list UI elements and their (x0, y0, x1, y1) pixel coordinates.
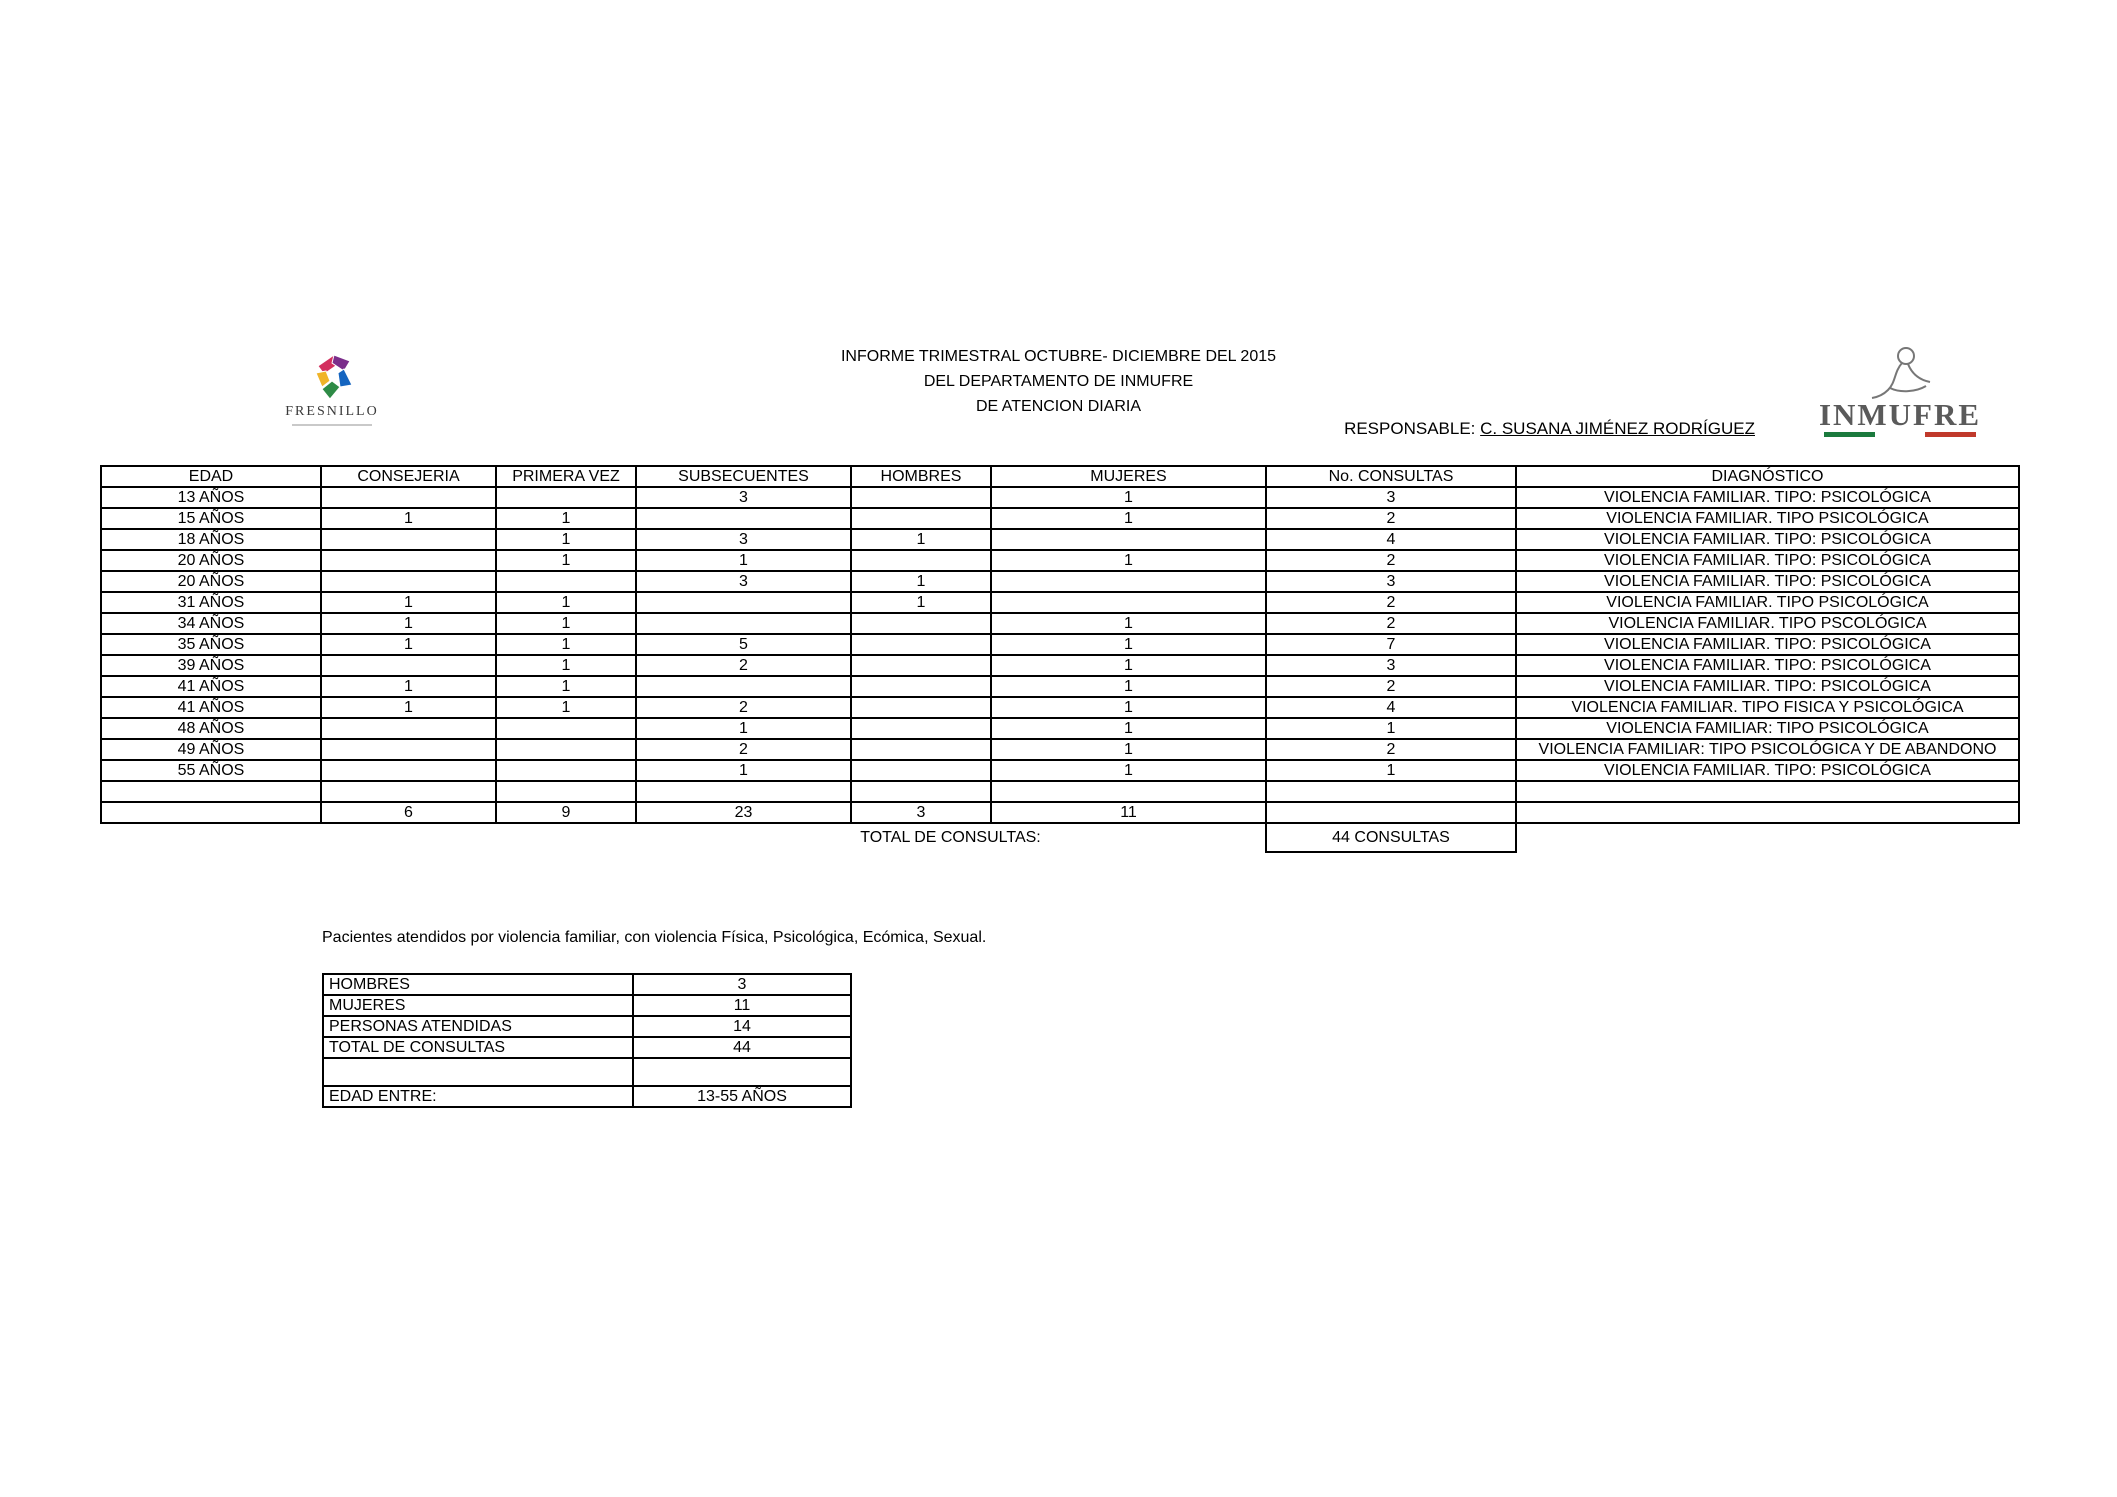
table-cell (496, 781, 636, 802)
table-row (101, 760, 2019, 781)
table-cell (321, 550, 496, 571)
table-cell: 1 (496, 613, 636, 634)
fresnillo-tagline (292, 424, 372, 426)
table-cell: 1 (636, 760, 851, 781)
table-cell: 2 (636, 697, 851, 718)
summary-table-body (323, 974, 851, 1107)
table-cell: VIOLENCIA FAMILIAR. TIPO PSICOLÓGICA (1516, 508, 2019, 529)
table-cell: 3 (636, 487, 851, 508)
table-cell (851, 760, 991, 781)
responsable-line (1344, 419, 1755, 439)
table-cell: 1 (991, 655, 1266, 676)
table-cell: 1 (991, 508, 1266, 529)
table-row (101, 739, 2019, 760)
table-cell (851, 697, 991, 718)
table-cell: 9 (496, 802, 636, 823)
spacer-cell (1516, 823, 2019, 852)
table-cell (321, 529, 496, 550)
table-cell (1516, 802, 2019, 823)
table-cell: 20 AÑOS (101, 550, 321, 571)
table-cell (321, 739, 496, 760)
table-cell (851, 550, 991, 571)
column-header: No. CONSULTAS (1266, 466, 1516, 487)
table-cell: 2 (1266, 739, 1516, 760)
table-cell: 1 (321, 592, 496, 613)
inmufre-logo (1800, 344, 2000, 437)
table-cell (321, 571, 496, 592)
table-cell: 1 (851, 529, 991, 550)
table-cell: VIOLENCIA FAMILIAR. TIPO PSCOLÓGICA (1516, 613, 2019, 634)
table-cell: 1 (991, 676, 1266, 697)
table-cell: 1 (321, 613, 496, 634)
table-cell (851, 739, 991, 760)
table-row (101, 487, 2019, 508)
table-cell: 1 (321, 697, 496, 718)
table-cell: 2 (1266, 508, 1516, 529)
table-row (101, 634, 2019, 655)
table-cell: 7 (1266, 634, 1516, 655)
table-row (101, 718, 2019, 739)
column-header: EDAD (101, 466, 321, 487)
table-cell: 1 (496, 592, 636, 613)
summary-label: EDAD ENTRE: (323, 1086, 633, 1107)
table-cell: 41 AÑOS (101, 697, 321, 718)
table-row (101, 697, 2019, 718)
table-cell (991, 592, 1266, 613)
table-cell: 15 AÑOS (101, 508, 321, 529)
column-header: CONSEJERIA (321, 466, 496, 487)
flag-white-segment (1875, 432, 1926, 437)
summary-table (322, 973, 852, 1108)
table-cell (991, 781, 1266, 802)
table-cell: 39 AÑOS (101, 655, 321, 676)
table-cell (851, 613, 991, 634)
note-text: Pacientes atendidos por violencia familiar, con violencia Física, Psicológica, Ecómica, Sexual. (322, 929, 987, 946)
summary-label: HOMBRES (323, 974, 633, 995)
table-row (101, 676, 2019, 697)
table-cell (496, 739, 636, 760)
table-cell: 18 AÑOS (101, 529, 321, 550)
table-cell: 1 (496, 529, 636, 550)
summary-row (323, 1016, 851, 1037)
table-row (101, 802, 2019, 823)
table-cell: VIOLENCIA FAMILIAR: TIPO PSICOLÓGICA (1516, 718, 2019, 739)
table-row (101, 592, 2019, 613)
table-cell: 31 AÑOS (101, 592, 321, 613)
flag-green-segment (1824, 432, 1875, 437)
table-cell: 1 (991, 739, 1266, 760)
table-cell: 1 (991, 760, 1266, 781)
summary-value: 11 (633, 995, 851, 1016)
table-cell: 2 (1266, 613, 1516, 634)
table-cell (321, 781, 496, 802)
main-table (100, 465, 2020, 853)
summary-label: MUJERES (323, 995, 633, 1016)
table-cell: VIOLENCIA FAMILIAR. TIPO PSICOLÓGICA (1516, 592, 2019, 613)
table-cell: 1 (321, 634, 496, 655)
table-cell (496, 718, 636, 739)
table-cell (496, 487, 636, 508)
spacer-cell (101, 823, 636, 852)
table-cell (636, 592, 851, 613)
table-cell (1266, 802, 1516, 823)
table-cell (101, 781, 321, 802)
table-cell: VIOLENCIA FAMILIAR. TIPO: PSICOLÓGICA (1516, 676, 2019, 697)
column-header: DIAGNÓSTICO (1516, 466, 2019, 487)
table-cell: 1 (851, 592, 991, 613)
table-cell (321, 718, 496, 739)
table-cell: 1 (496, 508, 636, 529)
table-cell (636, 613, 851, 634)
table-cell: 1 (496, 676, 636, 697)
summary-value: 14 (633, 1016, 851, 1037)
table-cell: 2 (1266, 592, 1516, 613)
summary-row (323, 1086, 851, 1107)
table-cell (636, 508, 851, 529)
table-cell: 3 (851, 802, 991, 823)
inmufre-logo-text: INMUFRE (1818, 397, 1982, 432)
summary-value: 3 (633, 974, 851, 995)
table-cell (496, 760, 636, 781)
column-header: PRIMERA VEZ (496, 466, 636, 487)
summary-label: TOTAL DE CONSULTAS (323, 1037, 633, 1058)
table-cell: 1 (1266, 760, 1516, 781)
table-cell: 13 AÑOS (101, 487, 321, 508)
table-cell: 1 (991, 550, 1266, 571)
table-cell: VIOLENCIA FAMILIAR. TIPO: PSICOLÓGICA (1516, 634, 2019, 655)
table-cell: VIOLENCIA FAMILIAR: TIPO PSICOLÓGICA Y DE ABANDONO (1516, 739, 2019, 760)
table-cell: 1 (636, 550, 851, 571)
table-cell (636, 781, 851, 802)
inmufre-figure-icon (1800, 344, 2000, 400)
table-cell (321, 760, 496, 781)
table-cell (851, 487, 991, 508)
table-cell: 20 AÑOS (101, 571, 321, 592)
table-cell: 1 (1266, 718, 1516, 739)
column-header: HOMBRES (851, 466, 991, 487)
table-cell: 11 (991, 802, 1266, 823)
table-cell: 1 (496, 634, 636, 655)
table-cell (851, 781, 991, 802)
table-row (101, 571, 2019, 592)
table-cell: VIOLENCIA FAMILIAR. TIPO: PSICOLÓGICA (1516, 571, 2019, 592)
responsable-label: RESPONSABLE: (1344, 419, 1476, 438)
table-cell (1516, 781, 2019, 802)
summary-row (323, 1037, 851, 1058)
table-cell: VIOLENCIA FAMILIAR. TIPO: PSICOLÓGICA (1516, 550, 2019, 571)
summary-value: 13-55 AÑOS (633, 1086, 851, 1107)
table-cell: 49 AÑOS (101, 739, 321, 760)
table-cell (496, 571, 636, 592)
table-cell: 1 (991, 634, 1266, 655)
summary-value: 44 (633, 1037, 851, 1058)
table-cell (321, 487, 496, 508)
table-cell: 34 AÑOS (101, 613, 321, 634)
table-cell: VIOLENCIA FAMILIAR. TIPO: PSICOLÓGICA (1516, 655, 2019, 676)
fresnillo-logo-text: FRESNILLO (285, 404, 379, 419)
table-cell: 1 (991, 613, 1266, 634)
table-cell (991, 571, 1266, 592)
table-cell (991, 529, 1266, 550)
table-cell (636, 676, 851, 697)
table-cell (851, 676, 991, 697)
table-row (101, 613, 2019, 634)
summary-value (633, 1058, 851, 1086)
table-cell: 3 (1266, 655, 1516, 676)
table-cell: 2 (1266, 550, 1516, 571)
total-consultas-label: TOTAL DE CONSULTAS: (860, 829, 1041, 846)
table-cell: 1 (321, 676, 496, 697)
table-cell: 3 (1266, 487, 1516, 508)
main-table-head-row (101, 466, 2019, 487)
summary-row (323, 995, 851, 1016)
table-cell: VIOLENCIA FAMILIAR. TIPO: PSICOLÓGICA (1516, 487, 2019, 508)
table-row (101, 550, 2019, 571)
table-cell: 4 (1266, 529, 1516, 550)
column-header: SUBSECUENTES (636, 466, 851, 487)
table-cell: 35 AÑOS (101, 634, 321, 655)
table-cell: 1 (991, 487, 1266, 508)
table-cell: 1 (991, 718, 1266, 739)
summary-row (323, 974, 851, 995)
inmufre-flag-icon (1824, 432, 1976, 437)
table-cell: 2 (636, 655, 851, 676)
table-cell: VIOLENCIA FAMILIAR. TIPO: PSICOLÓGICA (1516, 760, 2019, 781)
table-cell (101, 802, 321, 823)
table-cell (851, 634, 991, 655)
table-cell: 3 (1266, 571, 1516, 592)
table-cell (851, 508, 991, 529)
report-title-line-2: DEL DEPARTAMENTO DE INMUFRE (923, 373, 1194, 390)
table-cell: 5 (636, 634, 851, 655)
table-cell: 1 (496, 655, 636, 676)
table-cell: 1 (991, 697, 1266, 718)
summary-label: PERSONAS ATENDIDAS (323, 1016, 633, 1037)
total-consultas-box: 44 CONSULTAS (1266, 823, 1516, 852)
table-cell (851, 655, 991, 676)
table-cell (1266, 781, 1516, 802)
report-title-line-3: DE ATENCION DIARIA (975, 398, 1142, 415)
table-cell: 55 AÑOS (101, 760, 321, 781)
report-title-line-1: INFORME TRIMESTRAL OCTUBRE- DICIEMBRE DEL 2015 (840, 348, 1277, 365)
responsable-name: C. SUSANA JIMÉNEZ RODRÍGUEZ (1480, 419, 1755, 438)
table-cell: VIOLENCIA FAMILIAR. TIPO: PSICOLÓGICA (1516, 529, 2019, 550)
table-cell (321, 655, 496, 676)
total-row (101, 823, 2019, 852)
table-cell: 2 (636, 739, 851, 760)
table-row (101, 655, 2019, 676)
table-cell: 3 (636, 529, 851, 550)
flag-red-segment (1925, 432, 1976, 437)
table-cell: 4 (1266, 697, 1516, 718)
table-row (101, 508, 2019, 529)
table-cell: 1 (496, 550, 636, 571)
summary-label (323, 1058, 633, 1086)
table-cell: 1 (636, 718, 851, 739)
table-cell: 23 (636, 802, 851, 823)
summary-row (323, 1058, 851, 1086)
table-cell: VIOLENCIA FAMILIAR. TIPO FISICA Y PSICOLÓGICA (1516, 697, 2019, 718)
table-cell: 1 (851, 571, 991, 592)
table-cell: 1 (496, 697, 636, 718)
table-cell: 3 (636, 571, 851, 592)
table-row (101, 529, 2019, 550)
main-table-body (101, 487, 2019, 823)
column-header: MUJERES (991, 466, 1266, 487)
table-cell: 41 AÑOS (101, 676, 321, 697)
table-cell: 1 (321, 508, 496, 529)
table-cell: 2 (1266, 676, 1516, 697)
table-cell: 48 AÑOS (101, 718, 321, 739)
table-cell: 6 (321, 802, 496, 823)
table-row (101, 781, 2019, 802)
table-cell (851, 718, 991, 739)
